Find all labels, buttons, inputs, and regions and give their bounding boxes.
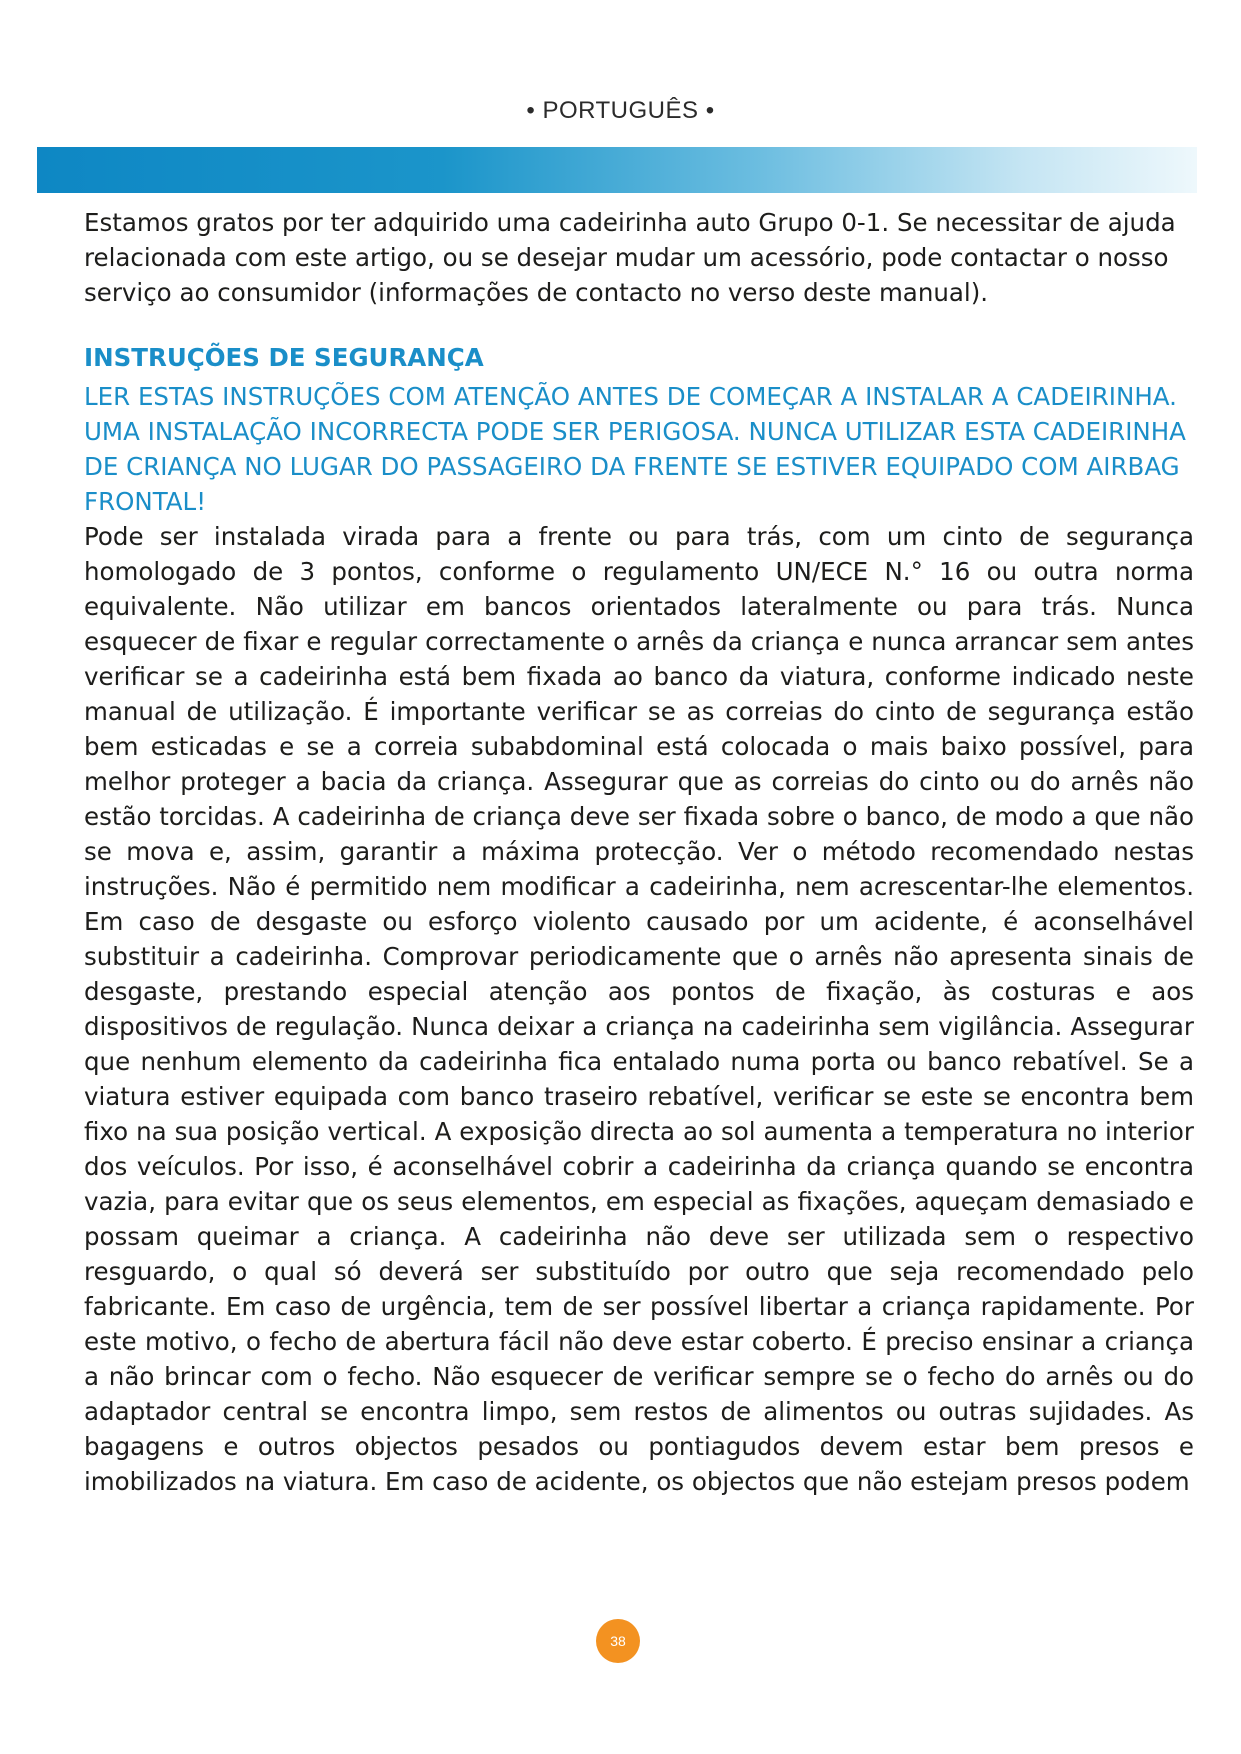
intro-paragraph: Estamos gratos por ter adquirido uma cadeirinha auto Grupo 0-1. Se necessitar de ajuda relacionada com este artigo, ou se desejar mudar um acessório, pode contactar o nosso serviço ao consumidor (informações de contacto no verso deste manual).: [84, 208, 1176, 307]
safety-heading: INSTRUÇÕES DE SEGURANÇA: [84, 343, 484, 372]
header-gradient-band: [37, 147, 1197, 193]
page-content: [84, 205, 1194, 1499]
language-header: • PORTUGUÊS •: [526, 97, 715, 124]
page-number-badge: 38: [596, 1619, 640, 1663]
safety-body: Pode ser instalada virada para a frente ou para trás, com um cinto de segurança homologado de 3 pontos, conforme o regulamento UN/ECE N.° 16 ou outra norma equivalente. Não utilizar em bancos orientados lateralmente ou para trás. Nunca esquecer de fixar e regular correctamente o arnês da criança e nunca arrancar sem antes verificar se a cadeirinha está bem fixada ao banco da viatura, conforme indicado neste manual de utilização. É importante verificar se as correias do cinto de segurança estão bem esticadas e se a correia subabdominal está colocada o mais baixo possível, para melhor proteger a bacia da criança. Assegurar que as correias do cinto ou do arnês não estão torcidas. A cadeirinha de criança deve ser fixada sobre o banco, de modo a que não se mova e, assim, garantir a máxima protecção. Ver o método recomendado nestas instruções. Não é permitido nem modificar a cadeirinha, nem acrescentar-lhe elementos. Em caso de desgaste ou esforço violento causado por um acidente, é aconselhável substituir a cadeirinha. Comprovar periodicamente que o arnês não apresenta sinais de desgaste, prestando especial atenção aos pontos de fixação, às costuras e aos dispositivos de regulação. Nunca deixar a criança na cadeirinha sem vigilância. Assegurar que nenhum elemento da cadeirinha fica entalado numa porta ou banco rebatível. Se a viatura estiver equipada com banco traseiro rebatível, verificar se este se encontra bem fixo na sua posição vertical. A exposição directa ao sol aumenta a temperatura no interior dos veículos. Por isso, é aconselhável cobrir a cadeirinha da criança quando se encontra vazia, para evitar que os seus elementos, em especial as fixações, aqueçam demasiado e possam queimar a criança. A cadeirinha não deve ser utilizada sem o respectivo resguardo, o qual só deverá ser substituído por outro que seja recomendado pelo fabricante. Em caso de urgência, tem de ser possível libertar a criança rapidamente. Por este motivo, o fecho de abertura fácil não deve estar coberto. É preciso ensinar a criança a não brincar com o fecho. Não esquecer de verificar sempre se o fecho do arnês ou do adaptador central se encontra limpo, sem restos de alimentos ou outras sujidades. As bagagens e outros objectos pesados ou pontiagudos devem estar bem presos e imobilizados na viatura. Em caso de acidente, os objectos que não estejam presos podem: [84, 522, 1194, 1496]
safety-warning: LER ESTAS INSTRUÇÕES COM ATENÇÃO ANTES DE COMEÇAR A INSTALAR A CADEIRINHA. UMA INSTALAÇÃO INCORRECTA PODE SER PERIGOSA. NUNCA UTILIZAR ESTA CADEIRINHA DE CRIANÇA NO LUGAR DO PASSAGEIRO DA FRENTE SE ESTIVER EQUIPADO COM AIRBAG FRONTAL!: [84, 382, 1186, 516]
